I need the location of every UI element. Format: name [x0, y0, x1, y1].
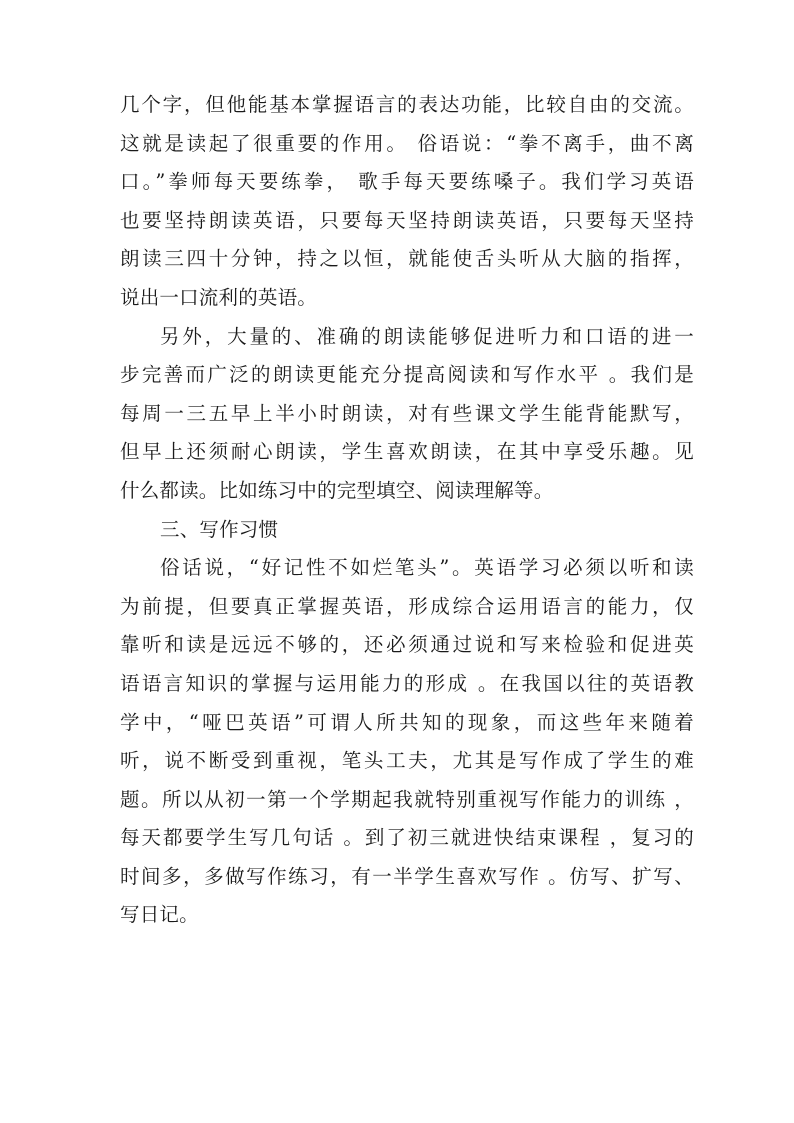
text-line: 几个字，但他能基本掌握语言的表达功能，比较自由的交流。 [120, 93, 694, 116]
text-line: 时间多，多做写作练习，有一半学生喜欢写作 。仿写、扩写、 [120, 864, 694, 888]
text-line: 为前提，但要真正掌握英语，形成综合运用语言的能力，仅 [120, 594, 694, 618]
section-heading: 三、写作习惯 [160, 517, 279, 541]
paragraph-start-line: 俗话说，“好记性不如烂笔头”。英语学习必须以听和读 [160, 556, 694, 580]
text-line: 每天都要学生写几句话 。到了初三就进快结束课程 ，复习的 [120, 826, 694, 850]
text-line: 写日记。 [120, 903, 199, 927]
text-line: 什么都读。比如练习中的完型填空、阅读理解等。 [120, 478, 554, 502]
text-line: 靠听和读是远远不够的，还必须通过说和写来检验和促进英 [120, 633, 694, 657]
text-line: 学中，“哑巴英语”可谓人所共知的现象，而这些年来随着 [120, 710, 694, 734]
text-line: 说出一口流利的英语。 [120, 285, 318, 309]
text-line: 语语言知识的掌握与运用能力的形成 。在我国以往的英语教 [120, 671, 694, 695]
text-line: 听，说不断受到重视，笔头工夫，尤其是写作成了学生的难 [120, 749, 694, 773]
text-line: 也要坚持朗读英语，只要每天坚持朗读英语，只要每天坚持 [120, 208, 694, 232]
body-text [120, 86, 694, 935]
text-line: 步完善而广泛的朗读更能充分提高阅读和写作水平 。我们是 [120, 363, 694, 387]
text-line: 口。”拳师每天要练拳， 歌手每天要练嗓子。我们学习英语 [120, 170, 694, 194]
text-line: 题。所以从初一第一个学期起我就特别重视写作能力的训练 ， [120, 787, 694, 811]
paragraph-start-line: 另外，大量的、准确的朗读能够促进听力和口语的进一 [160, 324, 694, 348]
text-line: 朗读三四十分钟，持之以恒，就能使舌头听从大脑的指挥， [120, 247, 694, 271]
text-line: 每周一三五早上半小时朗读，对有些课文学生能背能默写， [120, 401, 694, 425]
text-line: 这就是读起了很重要的作用。 俗语说：“拳不离手，曲不离 [120, 131, 694, 155]
text-line: 但早上还须耐心朗读，学生喜欢朗读，在其中享受乐趣。见 [120, 440, 694, 464]
